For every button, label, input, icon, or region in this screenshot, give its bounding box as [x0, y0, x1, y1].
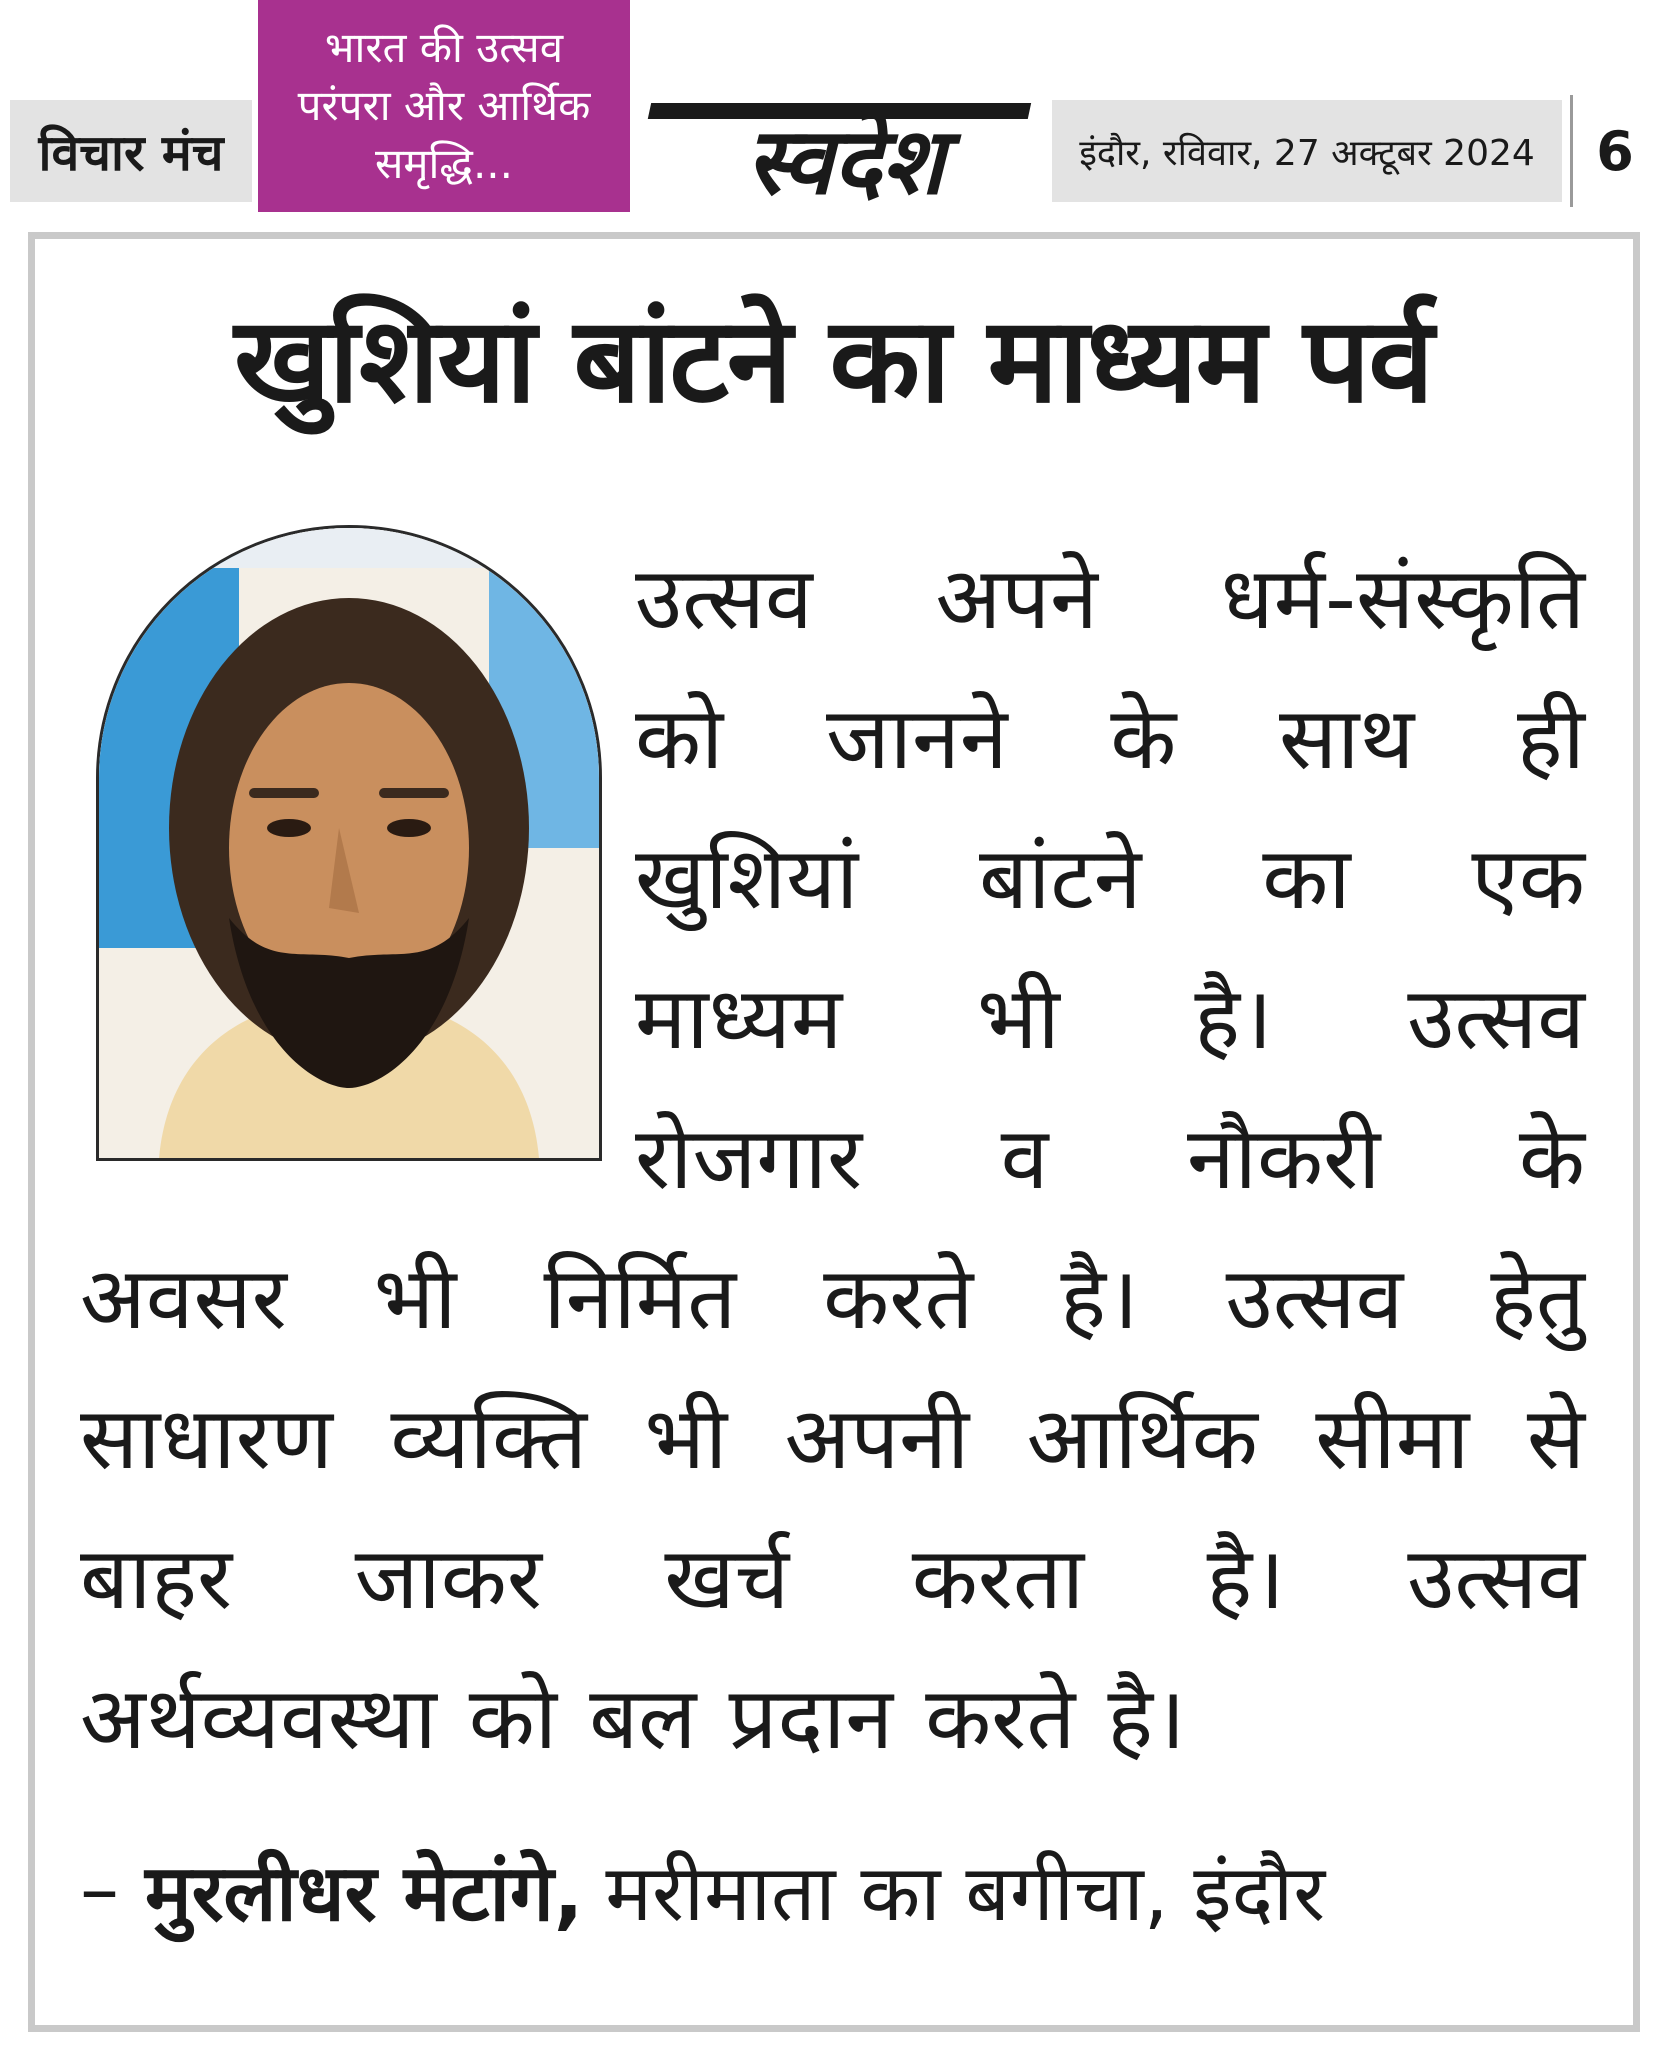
body-word: नौकरी: [1186, 1108, 1381, 1209]
body-word: साथ: [1278, 688, 1415, 789]
section-label: विचार मंच: [10, 100, 252, 202]
body-word: व: [1000, 1108, 1049, 1209]
body-word: बांटने: [979, 828, 1142, 929]
body-line: [80, 1505, 1585, 1645]
dateline: इंदौर, रविवार, 27 अक्टूबर 2024: [1052, 100, 1562, 202]
body-word: व्यक्ति: [390, 1388, 588, 1489]
newspaper-logo: [645, 85, 1045, 215]
body-line: [80, 1365, 1585, 1505]
body-word: करता: [911, 1528, 1085, 1629]
body-word: उत्सव: [1407, 968, 1585, 1069]
page-number: 6: [1596, 119, 1634, 183]
body-word: अर्थव्यवस्था: [80, 1668, 437, 1769]
headline: खुशियां बांटने का माध्यम पर्व: [234, 291, 1432, 429]
body-word: खर्च: [664, 1528, 790, 1629]
body-word: आर्थिक: [1026, 1388, 1258, 1489]
body-word: बाहर: [80, 1528, 233, 1629]
body-line: [635, 945, 1585, 1085]
header-divider: [1570, 95, 1573, 207]
body-word: है।: [1107, 1668, 1186, 1769]
promo-line: परंपरा और आर्थिक: [297, 81, 591, 130]
body-word: ही: [1517, 688, 1585, 789]
body-word: हेतु: [1490, 1248, 1585, 1349]
body-line: [80, 1225, 1585, 1365]
body-word: करते: [823, 1248, 974, 1349]
body-word: भी: [644, 1388, 728, 1489]
promo-line: भारत की उत्सव: [324, 23, 564, 72]
body-word: के: [1110, 688, 1177, 789]
body-word: भी: [977, 968, 1060, 1069]
body-line: [635, 1085, 1585, 1225]
body-word: से: [1526, 1388, 1585, 1489]
body-word: उत्सव: [635, 548, 813, 649]
body-word: रोजगार: [635, 1108, 863, 1209]
author-name: मुरलीधर मेटांगे,: [145, 1849, 584, 1939]
body-word: सीमा: [1315, 1388, 1470, 1489]
author-location: मरीमाता का बगीचा, इंदौर: [605, 1849, 1326, 1939]
body-word: उत्सव: [1225, 1248, 1404, 1349]
byline-dash: –: [80, 1845, 119, 1935]
body-word: माध्यम: [635, 968, 843, 1069]
body-line: [80, 1645, 1585, 1785]
body-word: का: [1262, 828, 1351, 929]
body-word: खुशियां: [635, 828, 859, 929]
body-word: अपनी: [784, 1388, 970, 1489]
byline: [80, 1830, 1585, 1950]
body-word: है।: [1060, 1248, 1139, 1349]
body-word: निर्मित: [543, 1248, 737, 1349]
body-word: भी: [373, 1248, 457, 1349]
body-word: अपने: [935, 548, 1098, 649]
logo-text: स्वदेश: [745, 108, 945, 215]
body-word: धर्म-संस्कृति: [1220, 548, 1585, 649]
body-word: को: [468, 1668, 558, 1769]
body-word: जानने: [826, 688, 1008, 789]
body-line: [635, 525, 1585, 665]
author-photo: [96, 525, 602, 1161]
body-word: के: [1518, 1108, 1585, 1209]
body-word: उत्सव: [1407, 1528, 1585, 1629]
body-word: को: [635, 688, 724, 789]
body-word: प्रदान: [728, 1668, 894, 1769]
body-word: है।: [1206, 1528, 1285, 1629]
body-line: [635, 665, 1585, 805]
body-word: जाकर: [354, 1528, 542, 1629]
body-word: अवसर: [80, 1248, 287, 1349]
body-word: है।: [1194, 968, 1273, 1069]
body-word: करते: [925, 1668, 1076, 1769]
body-line: [635, 805, 1585, 945]
promo-box: [258, 0, 630, 212]
body-word: एक: [1471, 828, 1585, 929]
body-word: बल: [589, 1668, 697, 1769]
body-word: साधारण: [80, 1388, 333, 1489]
promo-line: समृद्धि...: [375, 139, 513, 188]
